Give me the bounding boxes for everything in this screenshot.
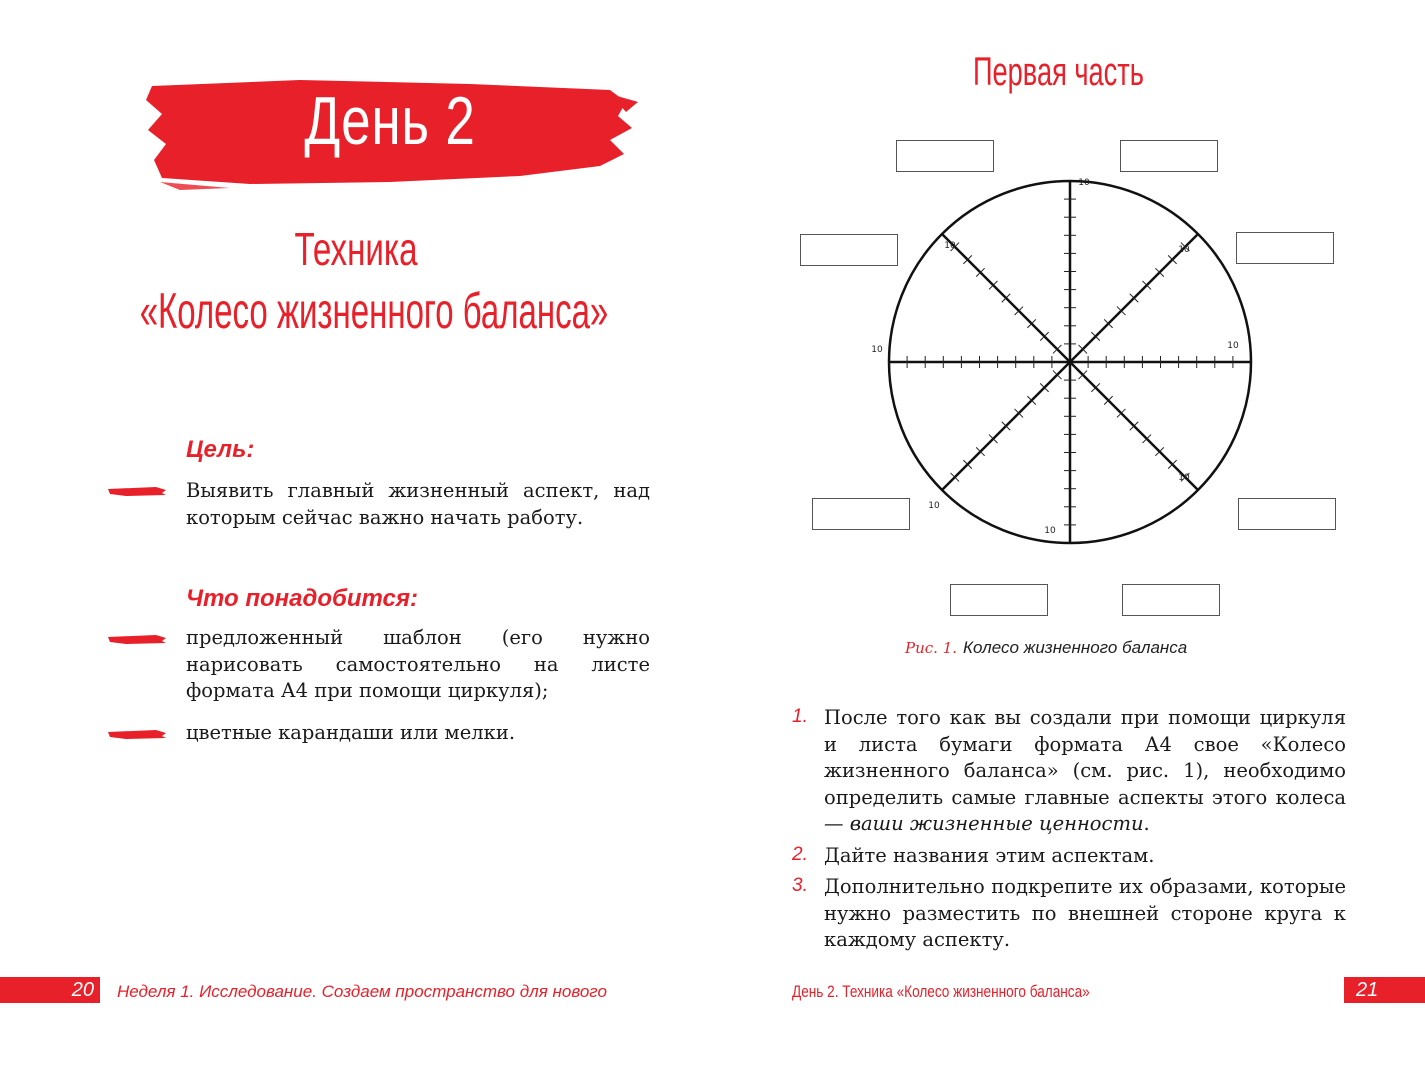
- wheel-scale-label: 10: [871, 345, 883, 355]
- step-text-part: После того как вы создали при помощи циркуля и листа бумаги формата А4 свое «Колесо жизненного баланса» (см. рис. 1), необходимо определить самые главные аспекты этого колеса —: [824, 706, 1346, 835]
- step-text-part: Дайте названия этим аспектам.: [824, 844, 1155, 867]
- step-number: 1.: [792, 706, 808, 727]
- figure-caption: [905, 638, 1187, 658]
- step-number: 2.: [792, 844, 808, 865]
- footer-left: Неделя 1. Исследование. Создаем пространство для нового: [117, 982, 607, 1001]
- wheel-scale-label: 10: [1178, 245, 1190, 256]
- life-balance-wheel: [871, 166, 1260, 558]
- goal-text: Выявить главный жизненный аспект, над которым сейчас важно начать работу.: [186, 479, 650, 529]
- step-text-part: .: [1143, 812, 1150, 835]
- step-number: 3.: [792, 875, 808, 896]
- brush-bullet-icon: [106, 485, 168, 497]
- page-number-right: 21: [1344, 977, 1425, 1003]
- caption-label: Рис. 1.: [905, 639, 958, 657]
- aspect-label-box[interactable]: [950, 584, 1048, 616]
- step-text: [824, 843, 1346, 870]
- wheel-scale-label: 10: [928, 500, 940, 511]
- goal-heading: Цель:: [186, 436, 255, 463]
- left-page: [0, 0, 712, 1080]
- caption-text: Колесо жизненного баланса: [963, 638, 1188, 657]
- step-text-part: Дополнительно подкрепите их образами, которые нужно разместить по внешней стороне круга к каждому аспекту.: [824, 875, 1346, 951]
- brush-bullet-icon: [106, 633, 168, 645]
- footer-right: День 2. Техника «Колесо жизненного баланса»: [792, 982, 1090, 1001]
- brush-bullet-icon: [106, 728, 168, 740]
- part-title: Первая часть: [973, 50, 1144, 94]
- wheel-scale-label: 10: [1178, 472, 1190, 483]
- wheel-scale-label: 10: [944, 241, 956, 252]
- needs-item: предложенный шаблон (его нужно нарисовать самостоятельно на листе формата А4 при помощи циркуля);: [186, 626, 650, 702]
- step-text-emphasis: ваши жизненные ценности: [849, 812, 1144, 835]
- needs-item: цветные карандаши или мелки.: [186, 721, 516, 744]
- aspect-label-box[interactable]: [1122, 584, 1220, 616]
- wheel-scale-label: 10: [1078, 178, 1090, 188]
- day-title: День 2: [304, 83, 476, 159]
- technique-title-line2: «Колесо жизненного баланса»: [139, 283, 609, 339]
- step-text: [824, 874, 1346, 954]
- needs-heading: Что понадобится:: [186, 585, 419, 612]
- technique-title-line1: Техника: [294, 223, 418, 275]
- wheel-scale-label: 10: [1044, 526, 1056, 536]
- wheel-scale-label: 10: [1227, 341, 1239, 351]
- step-text: [824, 705, 1346, 838]
- page-number-left: 20: [0, 977, 100, 1003]
